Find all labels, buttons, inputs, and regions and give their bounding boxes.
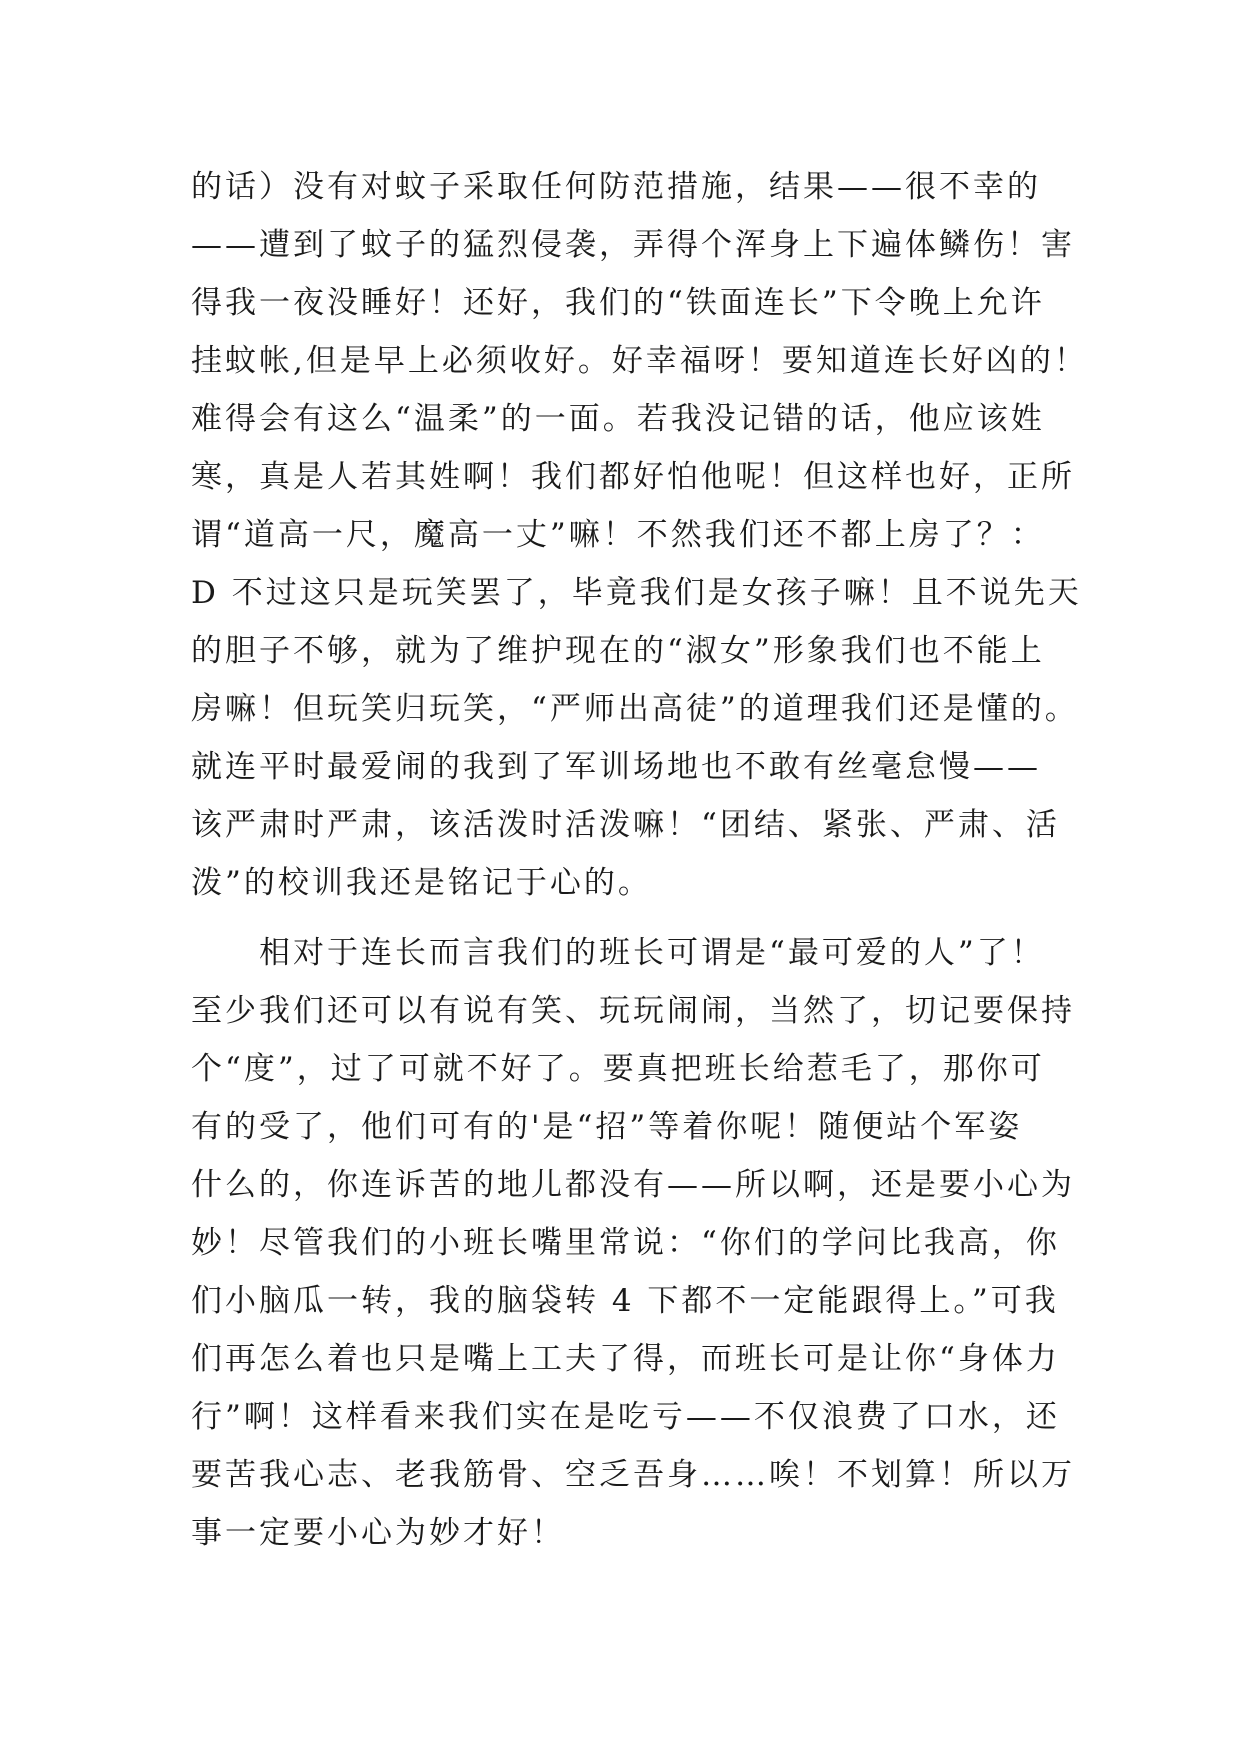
- text-line: 的话）没有对蚊子采取任何防范措施，结果——很不幸的: [191, 169, 1041, 205]
- text-line: 的胆子不够，就为了维护现在的“淑女”形象我们也不能上: [191, 633, 1045, 669]
- paragraph-2: [191, 924, 1075, 1562]
- text-line: 有的受了，他们可有的'是“招”等着你呢！随便站个军姿: [191, 1109, 1023, 1145]
- text-line: 该严肃时严肃，该活泼时活泼嘛！“团结、紧张、严肃、活: [191, 807, 1060, 843]
- text-line: 行”啊！这样看来我们实在是吃亏——不仅浪费了口水，还: [191, 1399, 1060, 1435]
- text-line: 得我一夜没睡好！还好，我们的“铁面连长”下令晚上允许: [191, 285, 1045, 321]
- text-line: 什么的，你连诉苦的地儿都没有——所以啊，还是要小心为: [191, 1167, 1075, 1203]
- text-line: 难得会有这么“温柔”的一面。若我没记错的话，他应该姓: [191, 401, 1045, 437]
- text-line: 们再怎么着也只是嘴上工夫了得，而班长可是让你“身体力: [191, 1341, 1060, 1377]
- text-line: 挂蚊帐,但是早上必须收好。好幸福呀！要知道连长好凶的！: [191, 343, 1088, 379]
- text-line: 谓“道高一尺，魔高一丈”嘛！不然我们还不都上房了？：: [191, 517, 1045, 553]
- text-line: ——遭到了蚊子的猛烈侵袭，弄得个浑身上下遍体鳞伤！害: [191, 227, 1075, 263]
- text-line: 要苦我心志、老我筋骨、空乏吾身……唉！不划算！所以万: [191, 1457, 1075, 1493]
- paragraph-spacing: [191, 912, 1071, 924]
- text-line: 房嘛！但玩笑归玩笑，“严师出高徒”的道理我们还是懂的。: [191, 691, 1079, 727]
- text-line: 寒，真是人若其姓啊！我们都好怕他呢！但这样也好，正所: [191, 459, 1075, 495]
- text-line: 就连平时最爱闹的我到了军训场地也不敢有丝毫怠慢——: [191, 749, 1041, 785]
- text-line: 相对于连长而言我们的班长可谓是“最可爱的人”了！: [191, 935, 1045, 971]
- text-line: D 不过这只是玩笑罢了，毕竟我们是女孩子嘛！且不说先天: [191, 575, 1082, 611]
- paragraph-1: [191, 158, 1088, 912]
- text-line: 个“度”，过了可就不好了。要真把班长给惹毛了，那你可: [191, 1051, 1045, 1087]
- text-line: 妙！尽管我们的小班长嘴里常说：“你们的学问比我高，你: [191, 1225, 1060, 1261]
- text-line: 们小脑瓜一转，我的脑袋转 4 下都不一定能跟得上。”可我: [191, 1283, 1059, 1319]
- text-line: 至少我们还可以有说有笑、玩玩闹闹，当然了，切记要保持: [191, 993, 1075, 1029]
- text-line: 事一定要小心为妙才好！: [191, 1515, 565, 1551]
- text-line: 泼”的校训我还是铭记于心的。: [191, 865, 652, 901]
- document-body: [191, 158, 1088, 1562]
